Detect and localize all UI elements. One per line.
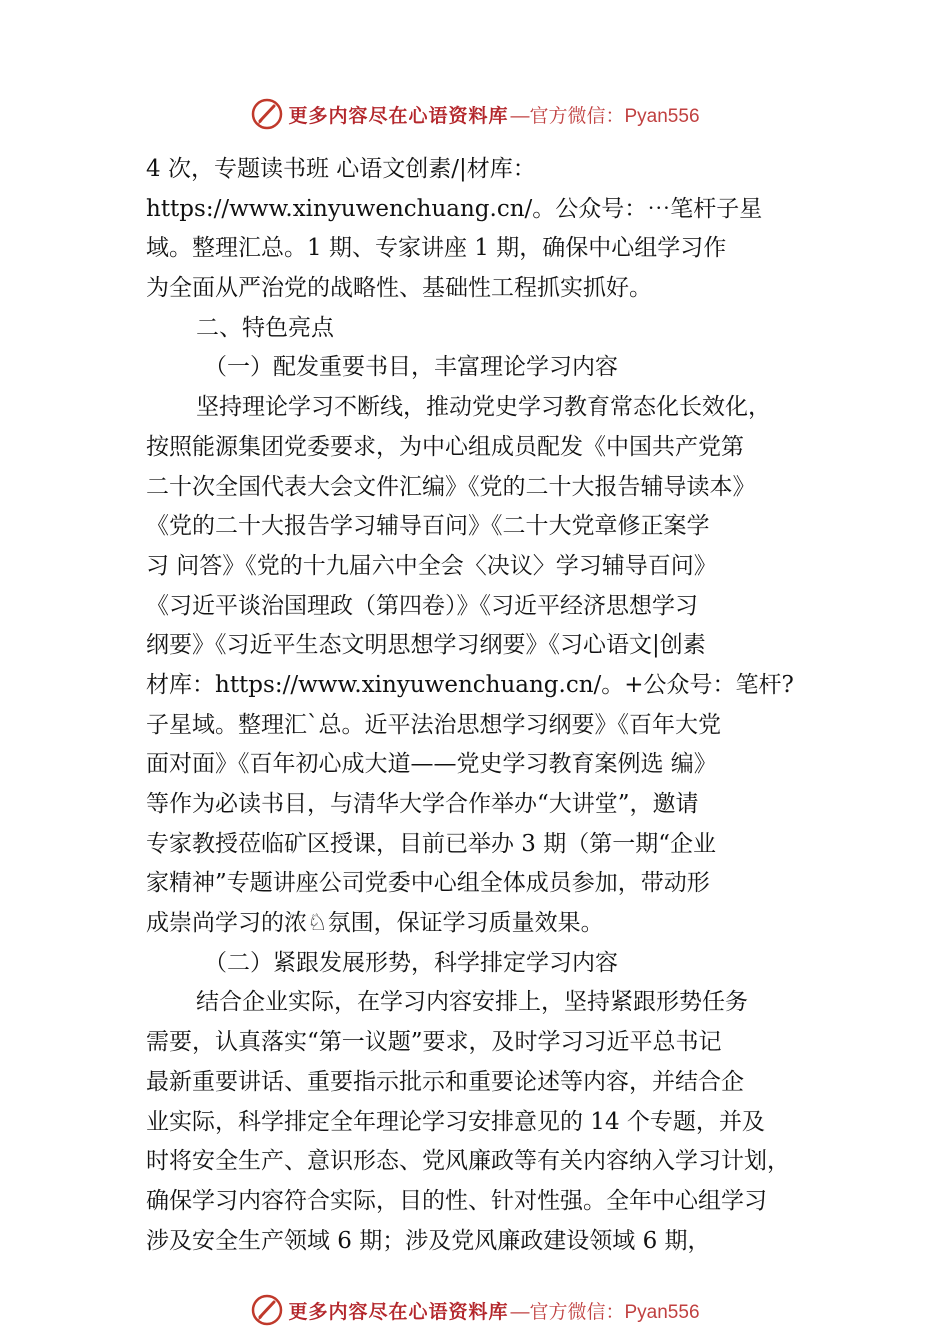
- body-line: 《党的二十大报告学习辅导百问》《二十大党章修正案学: [146, 513, 710, 540]
- body-line: 涉及安全生产领域 6 期；涉及党风廉政建设领域 6 期，: [146, 1227, 711, 1254]
- subsection-heading: （二）紧跟发展形势，科学排定学习内容: [204, 949, 618, 976]
- body-line: 子星域。整理汇`总。近平法治思想学习纲要》《百年大党: [146, 711, 721, 738]
- body-line: 《习近平谈治国理政（第四卷）》《习近平经济思想学习: [146, 592, 698, 619]
- body-line: 需要，认真落实“第一议题”要求，及时学习习近平总书记: [146, 1029, 722, 1056]
- body-line: https://www.xinyuwenchuang.cn/。公众号：⋯笔杆子星: [146, 195, 763, 222]
- body-line: 二十次全国代表大会文件汇编》《党的二十大报告辅导读本》: [146, 473, 756, 500]
- body-line: 纲要》《习近平生态文明思想学习纲要》《习心语文|创素: [146, 632, 706, 659]
- body-line: 面对面》《百年初心成大道——党史学习教育案例选 编》: [146, 751, 717, 778]
- footer-banner: [0, 1290, 950, 1330]
- body-line: 坚持理论学习不断线，推动党史学习教育常态化长效化，: [196, 394, 771, 421]
- section-heading: 二、特色亮点: [196, 314, 334, 341]
- subsection-heading: （一）配发重要书目，丰富理论学习内容: [204, 354, 618, 381]
- body-line: 时将安全生产、意识形态、党风廉政等有关内容纳入学习计划，: [146, 1148, 790, 1175]
- body-line: 成崇尚学习的浓♘氛围，保证学习质量效果。: [146, 910, 604, 937]
- body-line: 为全面从严治党的战略性、基础性工程抓实抓好。: [146, 275, 652, 302]
- brush-logo-icon: [250, 1293, 284, 1327]
- document-body: [146, 150, 836, 1261]
- body-line: 确保学习内容符合实际，目的性、针对性强。全年中心组学习: [146, 1187, 767, 1214]
- body-line: 业实际，科学排定全年理论学习安排意见的 14 个专题，并及: [146, 1108, 765, 1135]
- body-line: 按照能源集团党委要求，为中心组成员配发《中国共产党第: [146, 433, 744, 460]
- body-line: 家精神”专题讲座公司党委中心组全体成员参加，带动形: [146, 870, 710, 897]
- body-line: 等作为必读书目，与清华大学合作举办“大讲堂”，邀请: [146, 791, 699, 817]
- body-line: 4 次，专题读书班 心语文创素/|材库：: [146, 156, 536, 182]
- banner-contact-text: —官方微信：Pyan556: [510, 105, 700, 127]
- brush-logo-icon: [250, 97, 284, 131]
- body-line: 专家教授莅临矿区授课，目前已举办 3 期（第一期“企业: [146, 830, 717, 857]
- banner-main-text: 更多内容尽在心语资料库: [288, 104, 509, 127]
- body-line: 材库：https://www.xinyuwenchuang.cn/。+公众号：笔杆?: [146, 671, 794, 698]
- header-banner: [0, 94, 950, 134]
- banner-main-text: 更多内容尽在心语资料库: [288, 1300, 509, 1323]
- body-line: 最新重要讲话、重要指示批示和重要论述等内容，并结合企: [146, 1068, 744, 1095]
- banner-contact-text: —官方微信：Pyan556: [510, 1301, 700, 1323]
- body-line: 习 问答》《党的十九届六中全会〈决议〉学习辅导百问》: [146, 552, 717, 579]
- body-line: 域。整理汇总。1 期、专家讲座 1 期，确保中心组学习作: [146, 235, 727, 262]
- body-line: 结合企业实际，在学习内容安排上，坚持紧跟形势任务: [196, 989, 748, 1016]
